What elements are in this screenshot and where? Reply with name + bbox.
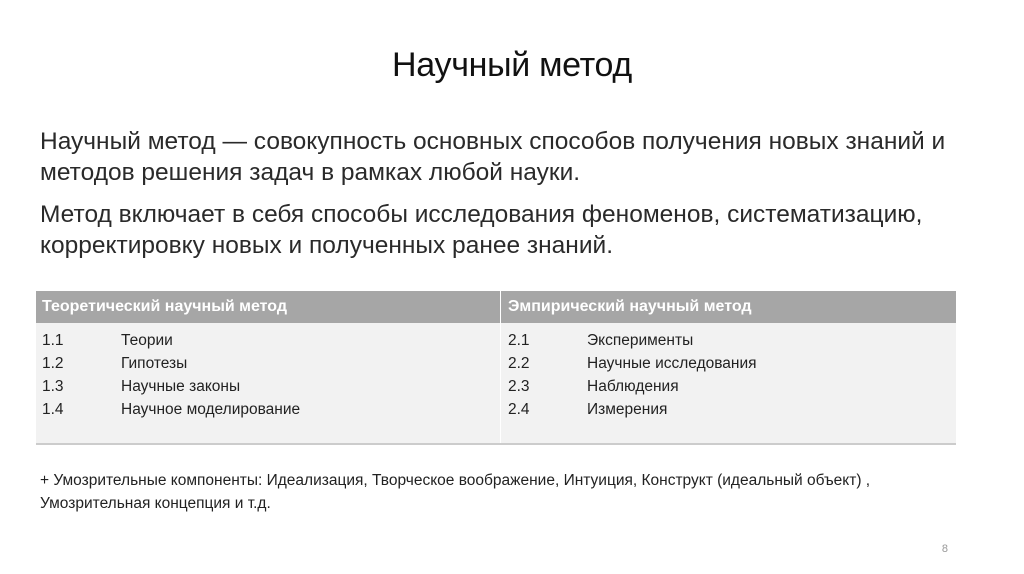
item-text: Научные исследования bbox=[587, 355, 757, 372]
header-empirical: Эмпирический научный метод bbox=[508, 298, 752, 315]
table-row bbox=[42, 352, 500, 375]
table-row bbox=[42, 398, 500, 421]
header-theoretical: Теоретический научный метод bbox=[36, 291, 501, 323]
theoretical-column bbox=[36, 323, 501, 443]
table-row bbox=[508, 398, 956, 421]
methods-table bbox=[36, 291, 956, 445]
item-number: 1.1 bbox=[42, 332, 64, 349]
item-text: Измерения bbox=[587, 401, 668, 418]
empirical-column bbox=[501, 323, 956, 443]
item-text: Научные законы bbox=[121, 378, 241, 395]
definition-paragraph: Научный метод — совокупность основных способов получения новых знаний и методов решения задач в рамках любой науки. bbox=[40, 128, 946, 186]
slide-title: Научный метод bbox=[392, 46, 632, 84]
item-number: 2.2 bbox=[508, 355, 530, 372]
item-number: 1.2 bbox=[42, 355, 64, 372]
item-number: 2.1 bbox=[508, 332, 530, 349]
table-body bbox=[36, 323, 956, 443]
table-row bbox=[42, 375, 500, 398]
item-text: Эксперименты bbox=[587, 332, 694, 349]
table-header bbox=[36, 291, 956, 323]
item-text: Гипотезы bbox=[121, 355, 188, 372]
item-text: Теории bbox=[121, 332, 173, 349]
speculative-components-note: + Умозрительные компоненты: Идеализация, Творческое воображение, Интуиция, Конструкт (идеальный объект) , Умозрительная концепция и т.д. bbox=[40, 472, 871, 512]
item-number: 2.4 bbox=[508, 401, 530, 418]
table-row bbox=[508, 352, 956, 375]
item-number: 2.3 bbox=[508, 378, 530, 395]
slide-number: 8 bbox=[941, 543, 948, 555]
table-row bbox=[508, 375, 956, 398]
table-row bbox=[42, 329, 500, 352]
item-text: Научное моделирование bbox=[121, 401, 301, 418]
method-paragraph: Метод включает в себя способы исследования феноменов, систематизацию, корректировку новых и полученных ранее знаний. bbox=[40, 201, 923, 259]
table-row bbox=[508, 329, 956, 352]
item-number: 1.3 bbox=[42, 378, 64, 395]
item-text: Наблюдения bbox=[587, 378, 679, 395]
item-number: 1.4 bbox=[42, 401, 64, 418]
